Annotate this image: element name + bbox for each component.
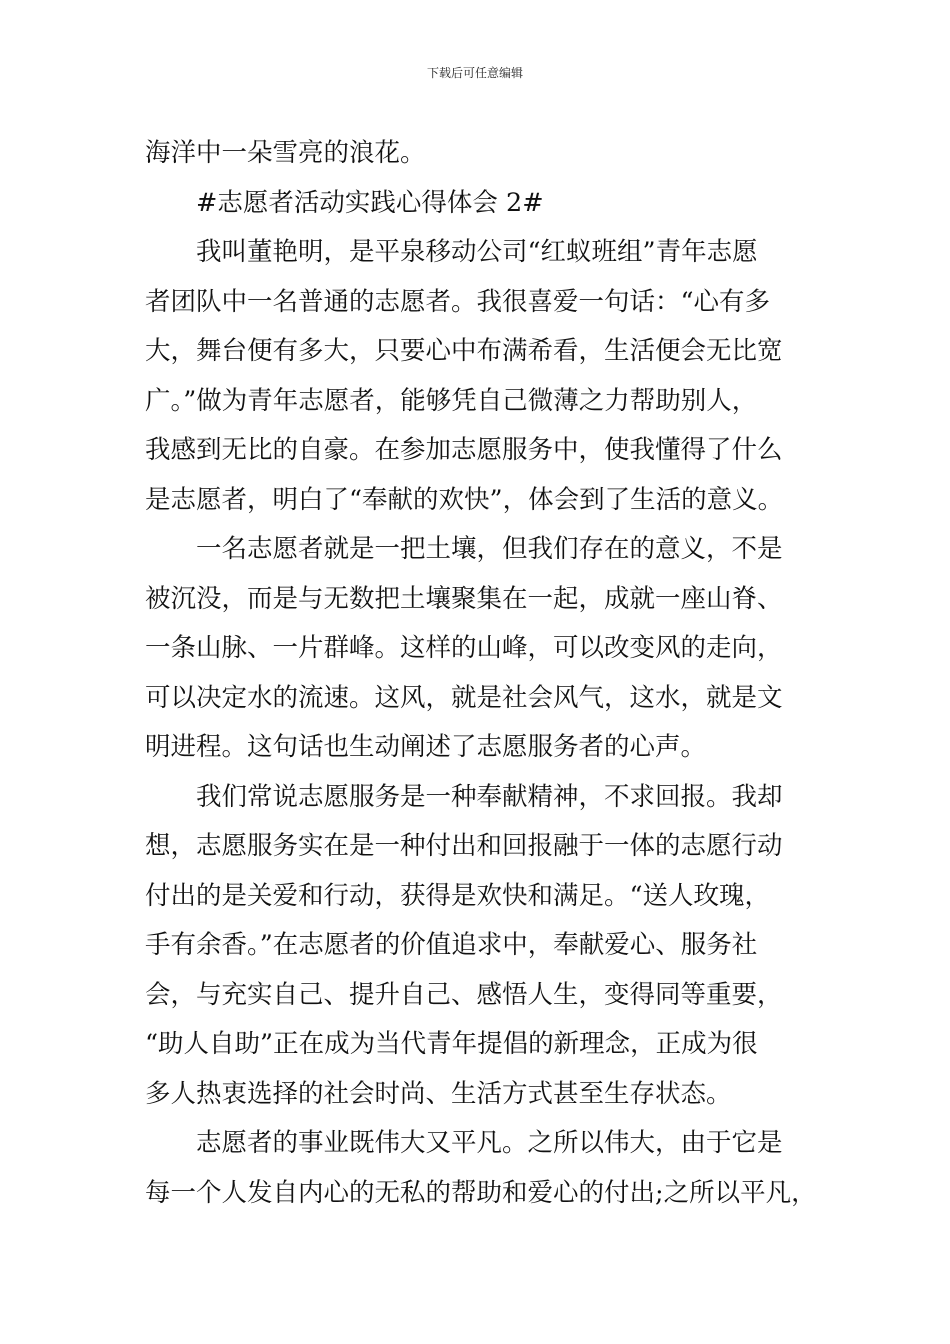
text-line: 想，志愿服务实在是一种付出和回报融于一体的志愿行动 <box>145 831 783 861</box>
document-body <box>145 129 817 1218</box>
text-line: 明进程。这句话也生动阐述了志愿服务者的心声。 <box>145 732 707 762</box>
text-line: “助人自助”正在成为当代青年提倡的新理念，正成为很 <box>145 1029 758 1059</box>
text-line: 者团队中一名普通的志愿者。我很喜爱一句话：“心有多 <box>145 286 771 317</box>
text-line: 每一个人发自内心的无私的帮助和爱心的付出;之所以平凡， <box>145 1177 817 1208</box>
text-line: 一条山脉、一片群峰。这样的山峰，可以改变风的走向， <box>145 633 783 663</box>
text-line: 我们常说志愿服务是一种奉献精神，不求回报。我却 <box>145 781 783 812</box>
text-line: 一名志愿者就是一把土壤，但我们存在的意义，不是 <box>145 534 783 564</box>
text-line: 被沉没，而是与无数把土壤聚集在一起，成就一座山脊、 <box>145 583 783 614</box>
text-line: 志愿者的事业既伟大又平凡。之所以伟大，由于它是 <box>145 1128 783 1158</box>
text-line: 海洋中一朵雪亮的浪花。 <box>145 138 426 168</box>
text-line: 付出的是关爱和行动，获得是欢快和满足。“送人玫瑰， <box>145 880 771 911</box>
text-line: 多人热衷选择的社会时尚、生活方式甚至生存状态。 <box>145 1078 732 1109</box>
section-heading: #志愿者活动实践心得体会 2# <box>145 187 544 218</box>
text-line: 可以决定水的流速。这风，就是社会风气，这水，就是文 <box>145 682 783 713</box>
text-line: 是志愿者，明白了“奉献的欢快”，体会到了生活的意义。 <box>145 484 784 515</box>
text-line: 我感到无比的自豪。在参加志愿服务中，使我懂得了什么 <box>145 435 783 465</box>
text-line: 大，舞台便有多大，只要心中布满希看，生活便会无比宽 <box>145 336 783 366</box>
text-line: 我叫董艳明，是平泉移动公司“红蚁班组”青年志愿 <box>145 237 758 267</box>
text-line: 会，与充实自己、提升自己、感悟人生，变得同等重要， <box>145 979 783 1010</box>
text-line: 手有余香。”在志愿者的价值追求中，奉献爱心、服务社 <box>145 930 758 960</box>
page-header: 下载后可任意编辑 <box>426 66 523 80</box>
text-line: 广。”做为青年志愿者，能够凭自己微薄之力帮助别人， <box>145 385 758 416</box>
